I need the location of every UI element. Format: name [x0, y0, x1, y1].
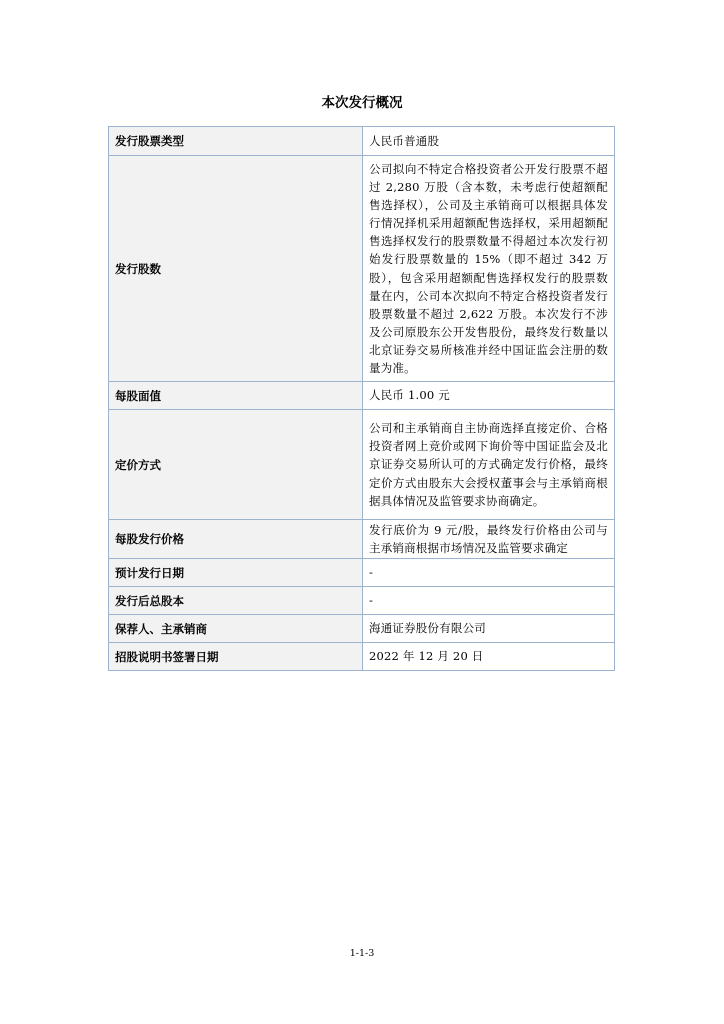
row-label: 每股面值 — [109, 382, 363, 410]
table-row-sponsor — [109, 615, 615, 643]
row-value: 公司和主承销商自主协商选择直接定价、合格投资者网上竞价或网下询价等中国证监会及北京证券交易所认可的方式确定发行价格，最终定价方式由股东大会授权董事会与主承销商根据具体情况及监管要求协商确定。 — [363, 410, 615, 520]
row-value: - — [363, 559, 615, 587]
table-row-total-shares — [109, 587, 615, 615]
table-row-expected-date — [109, 559, 615, 587]
table-row-sign-date — [109, 643, 615, 671]
row-label: 每股发行价格 — [109, 520, 363, 559]
row-label: 发行后总股本 — [109, 587, 363, 615]
offering-summary-table — [108, 126, 615, 671]
page-title: 本次发行概况 — [321, 95, 403, 111]
table-row-share-count — [109, 156, 615, 382]
table-row-issue-price — [109, 520, 615, 559]
row-label: 保荐人、主承销商 — [109, 615, 363, 643]
table-row-share-type — [109, 127, 615, 156]
row-label: 发行股数 — [109, 156, 363, 382]
row-label: 发行股票类型 — [109, 127, 363, 156]
row-value: 人民币 1.00 元 — [363, 382, 615, 410]
row-value: 2022 年 12 月 20 日 — [363, 643, 615, 671]
row-value: 发行底价为 9 元/股，最终发行价格由公司与主承销商根据市场情况及监管要求确定 — [363, 520, 615, 559]
table-row-par-value — [109, 382, 615, 410]
row-value: 人民币普通股 — [363, 127, 615, 156]
table-row-pricing-method — [109, 410, 615, 520]
row-label: 招股说明书签署日期 — [109, 643, 363, 671]
row-label: 预计发行日期 — [109, 559, 363, 587]
row-value: 公司拟向不特定合格投资者公开发行股票不超过 2,280 万股（含本数，未考虑行使超额配售选择权），公司及主承销商可以根据具体发行情况择机采用超额配售选择权，采用超额配售选择权发行的股票数量不得超过本次发行初始发行股票数量的 15%（即不超过 342 万股），包含采用超额配售选择权发行的股票数量在内，公司本次拟向不特定合格投资者发行股票数量不超过 2,622 万股。本次发行不涉及公司原股东公开发售股份，最终发行数量以北京证券交易所核准并经中国证监会注册的数量为准。 — [363, 156, 615, 382]
row-label: 定价方式 — [109, 410, 363, 520]
row-value: - — [363, 587, 615, 615]
page-number: 1-1-3 — [349, 948, 375, 959]
row-value: 海通证券股份有限公司 — [363, 615, 615, 643]
